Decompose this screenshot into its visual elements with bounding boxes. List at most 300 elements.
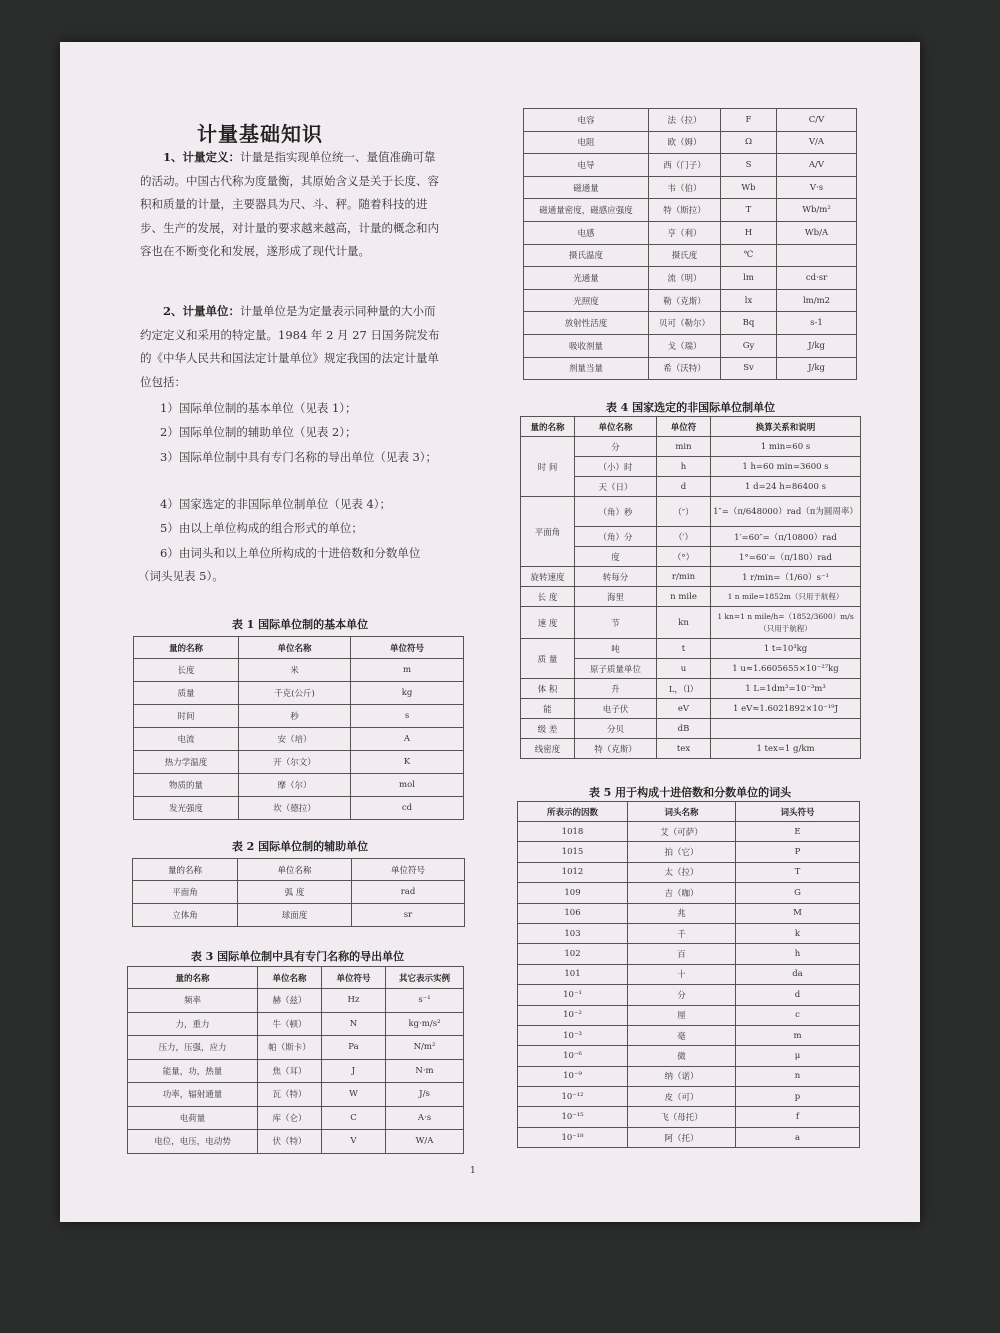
table-cell: d bbox=[736, 985, 860, 1005]
table-cell: 电荷量 bbox=[128, 1106, 258, 1130]
table-row bbox=[134, 728, 464, 751]
column-header: 单位符 bbox=[657, 417, 711, 437]
table-cell: Pa bbox=[322, 1036, 386, 1060]
table-cell: N·m bbox=[386, 1059, 464, 1083]
table-cell: 10⁻¹⁸ bbox=[518, 1127, 628, 1147]
table-row bbox=[521, 699, 861, 719]
table-cell: 旋转速度 bbox=[521, 567, 575, 587]
table-cell: 特（克斯） bbox=[575, 739, 657, 759]
table-cell: 弧 度 bbox=[238, 881, 352, 904]
table-row bbox=[521, 719, 861, 739]
table-cell: A·s bbox=[386, 1106, 464, 1130]
table-cell: 1 d=24 h=86400 s bbox=[711, 477, 861, 497]
table-cell: 摄氏温度 bbox=[524, 244, 649, 267]
table-cell: 10⁻¹ bbox=[518, 985, 628, 1005]
table-row bbox=[518, 1087, 860, 1107]
table-cell: 分 bbox=[628, 985, 736, 1005]
table-cell: Wb/m² bbox=[777, 199, 857, 222]
table-cell: J bbox=[322, 1059, 386, 1083]
table-cell: f bbox=[736, 1107, 860, 1127]
table-cell: 1 min=60 s bbox=[711, 437, 861, 457]
table-cell: 1 eV≈1.6021892×10⁻¹⁹J bbox=[711, 699, 861, 719]
table-row bbox=[134, 751, 464, 774]
table-cell: 伏（特） bbox=[258, 1130, 322, 1154]
table-row bbox=[518, 944, 860, 964]
table-cell: P bbox=[736, 842, 860, 862]
table-cell: 能 bbox=[521, 699, 575, 719]
table-row bbox=[524, 109, 857, 132]
list-item: 4）国家选定的非国际单位制单位（见表 4）； bbox=[160, 497, 392, 511]
table-cell: p bbox=[736, 1087, 860, 1107]
table-cell: 焦（耳） bbox=[258, 1059, 322, 1083]
list-item: 6）由词头和以上单位所构成的十进倍数和分数单位（词头见表 5）。 bbox=[138, 546, 421, 583]
table-row bbox=[518, 1046, 860, 1066]
table-cell: 10⁻⁹ bbox=[518, 1066, 628, 1086]
table-cell: 1 L=1dm³=10⁻³m³ bbox=[711, 679, 861, 699]
table-cell: 级 差 bbox=[521, 719, 575, 739]
table-cell: lx bbox=[721, 289, 777, 312]
table-cell: 转每分 bbox=[575, 567, 657, 587]
table-row bbox=[524, 244, 857, 267]
table-cell: kg·m/s² bbox=[386, 1012, 464, 1036]
table-cell: 1012 bbox=[518, 862, 628, 882]
table-row bbox=[521, 497, 861, 527]
table-cell: ℃ bbox=[721, 244, 777, 267]
table-cell: 106 bbox=[518, 903, 628, 923]
table-row bbox=[518, 1066, 860, 1086]
table-cell: s⁻¹ bbox=[386, 989, 464, 1013]
table-cell: 兆 bbox=[628, 903, 736, 923]
table-cell: 升 bbox=[575, 679, 657, 699]
table-cell: L，（l） bbox=[657, 679, 711, 699]
table-cell: 能量，功，热量 bbox=[128, 1059, 258, 1083]
table-cell: 电阻 bbox=[524, 131, 649, 154]
table-cell: 度 bbox=[575, 547, 657, 567]
column-header: 量的名称 bbox=[521, 417, 575, 437]
table-cell: A bbox=[351, 728, 464, 751]
table3-continued bbox=[523, 108, 857, 380]
table-cell: d bbox=[657, 477, 711, 497]
table-row bbox=[134, 797, 464, 820]
table-cell: H bbox=[721, 221, 777, 244]
column-header: 所表示的因数 bbox=[518, 802, 628, 822]
table-cell: k bbox=[736, 923, 860, 943]
table-cell: 平面角 bbox=[521, 497, 575, 567]
table-row bbox=[134, 705, 464, 728]
table-row bbox=[524, 131, 857, 154]
table-cell: N bbox=[322, 1012, 386, 1036]
table-cell: K bbox=[351, 751, 464, 774]
list-item: 2）国际单位制的辅助单位（见表 2）； bbox=[160, 425, 357, 439]
table-cell: 平面角 bbox=[133, 881, 238, 904]
table-cell: t bbox=[657, 639, 711, 659]
table-cell: A/V bbox=[777, 154, 857, 177]
table-cell: 微 bbox=[628, 1046, 736, 1066]
table-cell: （′） bbox=[657, 527, 711, 547]
table-cell: T bbox=[721, 199, 777, 222]
table5-caption: 表 5 用于构成十进倍数和分数单位的词头 bbox=[588, 786, 792, 799]
table-row bbox=[524, 334, 857, 357]
page-number: 1 bbox=[470, 1166, 476, 1176]
table-row bbox=[518, 903, 860, 923]
table-cell: 10⁻² bbox=[518, 1005, 628, 1025]
table-row bbox=[133, 904, 465, 927]
table-cell: 长度 bbox=[134, 659, 239, 682]
table-cell: 1 u≈1.6605655×10⁻²⁷kg bbox=[711, 659, 861, 679]
table-header-row bbox=[128, 967, 464, 989]
table-cell: 电感 bbox=[524, 221, 649, 244]
column-header: 词头名称 bbox=[628, 802, 736, 822]
paragraph-heading: 1、计量定义： bbox=[163, 150, 241, 164]
table-row bbox=[518, 923, 860, 943]
table-cell: 长 度 bbox=[521, 587, 575, 607]
table-cell: mol bbox=[351, 774, 464, 797]
table-cell: Bq bbox=[721, 312, 777, 335]
paragraph-heading: 2、计量单位： bbox=[163, 304, 241, 318]
table-cell: 帕（斯卡） bbox=[258, 1036, 322, 1060]
table1-base-units bbox=[133, 636, 464, 820]
table-cell: 1″=（π/648000）rad（π为圆周率） bbox=[711, 497, 861, 527]
table-cell: 纳（诺） bbox=[628, 1066, 736, 1086]
table-row bbox=[134, 774, 464, 797]
table5-prefixes bbox=[517, 801, 860, 1148]
table-cell: 光通量 bbox=[524, 267, 649, 290]
column-header: 量的名称 bbox=[133, 859, 238, 881]
table-cell: 牛（顿） bbox=[258, 1012, 322, 1036]
table-cell: 时 间 bbox=[521, 437, 575, 497]
table-cell: cd bbox=[351, 797, 464, 820]
table-cell: 飞（母托） bbox=[628, 1107, 736, 1127]
column-header: 单位名称 bbox=[239, 637, 351, 659]
table-cell: 流（明） bbox=[649, 267, 721, 290]
table-cell: kn bbox=[657, 607, 711, 639]
table-cell: n bbox=[736, 1066, 860, 1086]
table-row bbox=[524, 176, 857, 199]
paragraph-body: 计量是指实现单位统一、量值准确可靠的活动。中国古代称为度量衡，其原始含义是关于长度、容积和质量的计量，主要器具为尺、斗、秤。随着科技的进步、生产的发展，对计量的要求越来越高，计量的概念和内容也在不断变化和发展，遂形成了现代计量。 bbox=[140, 150, 439, 258]
table-header-row bbox=[133, 859, 465, 881]
table-row bbox=[518, 883, 860, 903]
table-cell: 1′=60″=（π/10800）rad bbox=[711, 527, 861, 547]
table-cell: 海里 bbox=[575, 587, 657, 607]
list-item: 5）由以上单位构成的组合形式的单位； bbox=[160, 521, 363, 535]
table-cell: 节 bbox=[575, 607, 657, 639]
table-cell: s-1 bbox=[777, 312, 857, 335]
column-header: 单位符号 bbox=[322, 967, 386, 989]
table-row bbox=[524, 267, 857, 290]
table-cell: 光照度 bbox=[524, 289, 649, 312]
table-cell: 10⁻³ bbox=[518, 1025, 628, 1045]
table-cell: h bbox=[657, 457, 711, 477]
column-header: 单位符号 bbox=[352, 859, 465, 881]
table-cell: h bbox=[736, 944, 860, 964]
table-cell: kg bbox=[351, 682, 464, 705]
table-cell: u bbox=[657, 659, 711, 679]
table-row bbox=[521, 567, 861, 587]
table-cell: 时间 bbox=[134, 705, 239, 728]
table-cell: r/min bbox=[657, 567, 711, 587]
table-cell: 韦（伯） bbox=[649, 176, 721, 199]
table-cell: 速 度 bbox=[521, 607, 575, 639]
table-cell: 法（拉） bbox=[649, 109, 721, 132]
table-cell: 吨 bbox=[575, 639, 657, 659]
table-row bbox=[518, 1107, 860, 1127]
table-cell: 磁通量密度，磁感应强度 bbox=[524, 199, 649, 222]
table-cell: 分贝 bbox=[575, 719, 657, 739]
table-row bbox=[128, 1059, 464, 1083]
table-cell: 1 tex=1 g/km bbox=[711, 739, 861, 759]
table-cell: lm bbox=[721, 267, 777, 290]
table-cell: c bbox=[736, 1005, 860, 1025]
table-cell: 皮（可） bbox=[628, 1087, 736, 1107]
table-cell: n mile bbox=[657, 587, 711, 607]
table-cell: eV bbox=[657, 699, 711, 719]
table-cell: M bbox=[736, 903, 860, 923]
table-cell: V·s bbox=[777, 176, 857, 199]
table-row bbox=[518, 985, 860, 1005]
table3-derived-units bbox=[127, 966, 464, 1154]
table-cell: 10⁻¹² bbox=[518, 1087, 628, 1107]
table4-non-si-units bbox=[520, 416, 861, 759]
table-cell: （角）秒 bbox=[575, 497, 657, 527]
table-cell: S bbox=[721, 154, 777, 177]
table-cell: 坎（德拉） bbox=[239, 797, 351, 820]
table-cell: 电容 bbox=[524, 109, 649, 132]
table-cell: C/V bbox=[777, 109, 857, 132]
table-cell: J/kg bbox=[777, 334, 857, 357]
table-row bbox=[518, 862, 860, 882]
table-cell: N/m² bbox=[386, 1036, 464, 1060]
column-header: 量的名称 bbox=[128, 967, 258, 989]
table-cell: 球面度 bbox=[238, 904, 352, 927]
table-cell: 摩（尔） bbox=[239, 774, 351, 797]
table-cell: （″） bbox=[657, 497, 711, 527]
table-row bbox=[518, 1005, 860, 1025]
table-cell: m bbox=[736, 1025, 860, 1045]
table-cell: （小）时 bbox=[575, 457, 657, 477]
table-cell: 1 r/min=（1/60）s⁻¹ bbox=[711, 567, 861, 587]
table-cell: W/A bbox=[386, 1130, 464, 1154]
table-cell: 1 h=60 min=3600 s bbox=[711, 457, 861, 477]
table-cell: T bbox=[736, 862, 860, 882]
table-cell: 勒（克斯） bbox=[649, 289, 721, 312]
table-cell: 电位，电压，电动势 bbox=[128, 1130, 258, 1154]
document-title: 计量基础知识 bbox=[197, 122, 323, 146]
table-cell: 开（尔文） bbox=[239, 751, 351, 774]
table-row bbox=[521, 587, 861, 607]
table-cell: J/s bbox=[386, 1083, 464, 1107]
table-cell: 线密度 bbox=[521, 739, 575, 759]
column-header: 单位名称 bbox=[575, 417, 657, 437]
table-cell: cd·sr bbox=[777, 267, 857, 290]
table-row bbox=[524, 357, 857, 380]
table-cell: V bbox=[322, 1130, 386, 1154]
column-header: 单位符号 bbox=[351, 637, 464, 659]
table-cell: 摄氏度 bbox=[649, 244, 721, 267]
paper-sheet bbox=[60, 42, 920, 1222]
table-cell: C bbox=[322, 1106, 386, 1130]
table-cell: 库（仑） bbox=[258, 1106, 322, 1130]
table-cell: 分 bbox=[575, 437, 657, 457]
table-row bbox=[518, 822, 860, 842]
table-cell: 赫（兹） bbox=[258, 989, 322, 1013]
table-cell: 希（沃特） bbox=[649, 357, 721, 380]
table-header-row bbox=[134, 637, 464, 659]
table-cell: s bbox=[351, 705, 464, 728]
table-row bbox=[134, 682, 464, 705]
table-cell: Hz bbox=[322, 989, 386, 1013]
table-cell: F bbox=[721, 109, 777, 132]
table-cell: 101 bbox=[518, 964, 628, 984]
table-cell: 艾（可萨） bbox=[628, 822, 736, 842]
table-cell: 贝可（勒尔） bbox=[649, 312, 721, 335]
table-cell: 厘 bbox=[628, 1005, 736, 1025]
table-row bbox=[133, 881, 465, 904]
table3-caption: 表 3 国际单位制中具有专门名称的导出单位 bbox=[190, 950, 405, 963]
list-item: 3）国际单位制中具有专门名称的导出单位（见表 3）； bbox=[160, 450, 438, 464]
paragraph-measurement-unit bbox=[140, 300, 440, 394]
table-cell: 质 量 bbox=[521, 639, 575, 679]
column-header: 单位名称 bbox=[258, 967, 322, 989]
column-header: 量的名称 bbox=[134, 637, 239, 659]
table2-caption: 表 2 国际单位制的辅助单位 bbox=[231, 840, 369, 853]
table-cell: 吉（咖） bbox=[628, 883, 736, 903]
table-cell: min bbox=[657, 437, 711, 457]
table-cell: 千 bbox=[628, 923, 736, 943]
table-cell: 原子质量单位 bbox=[575, 659, 657, 679]
table-cell: 安（培） bbox=[239, 728, 351, 751]
table-cell: 立体角 bbox=[133, 904, 238, 927]
table-row bbox=[518, 1127, 860, 1147]
table-cell: 吸收剂量 bbox=[524, 334, 649, 357]
table2-supplementary-units bbox=[132, 858, 465, 927]
table-cell: dB bbox=[657, 719, 711, 739]
table-cell: 拍（它） bbox=[628, 842, 736, 862]
table-cell: 功率，辐射通量 bbox=[128, 1083, 258, 1107]
table-cell: m bbox=[351, 659, 464, 682]
table-cell: 阿（托） bbox=[628, 1127, 736, 1147]
table-cell: 质量 bbox=[134, 682, 239, 705]
table-row bbox=[128, 1012, 464, 1036]
table-row bbox=[128, 1130, 464, 1154]
table-cell: G bbox=[736, 883, 860, 903]
table-cell: 米 bbox=[239, 659, 351, 682]
table-cell: 毫 bbox=[628, 1025, 736, 1045]
table-cell: da bbox=[736, 964, 860, 984]
table-cell: 1018 bbox=[518, 822, 628, 842]
table-cell: 电导 bbox=[524, 154, 649, 177]
table-row bbox=[518, 1025, 860, 1045]
table1-caption: 表 1 国际单位制的基本单位 bbox=[231, 618, 369, 631]
table-cell: 十 bbox=[628, 964, 736, 984]
table-row bbox=[521, 437, 861, 457]
table-cell: 磁通量 bbox=[524, 176, 649, 199]
table-cell: W bbox=[322, 1083, 386, 1107]
table-cell: 103 bbox=[518, 923, 628, 943]
table-row bbox=[521, 607, 861, 639]
table-row bbox=[524, 312, 857, 335]
table-cell: 戈（瑞） bbox=[649, 334, 721, 357]
table-row bbox=[524, 199, 857, 222]
table-cell: Wb bbox=[721, 176, 777, 199]
table-cell: 剂量当量 bbox=[524, 357, 649, 380]
table-cell: 10⁻¹⁵ bbox=[518, 1107, 628, 1127]
table-cell: tex bbox=[657, 739, 711, 759]
table-cell: E bbox=[736, 822, 860, 842]
table-cell: 体 积 bbox=[521, 679, 575, 699]
table-cell: 1°=60′=（π/180）rad bbox=[711, 547, 861, 567]
table-cell: 1 n mile=1852m（只用于航程） bbox=[711, 587, 861, 607]
table-row bbox=[518, 964, 860, 984]
table-cell: 太（拉） bbox=[628, 862, 736, 882]
table-row bbox=[518, 842, 860, 862]
table-cell: J/kg bbox=[777, 357, 857, 380]
table-cell: 109 bbox=[518, 883, 628, 903]
table-cell: 特（斯拉） bbox=[649, 199, 721, 222]
table-cell: 热力学温度 bbox=[134, 751, 239, 774]
table-row bbox=[521, 639, 861, 659]
column-header: 其它表示实例 bbox=[386, 967, 464, 989]
table-cell: 百 bbox=[628, 944, 736, 964]
table-cell: Wb/A bbox=[777, 221, 857, 244]
table-cell: 千克(公斤) bbox=[239, 682, 351, 705]
table-cell: rad bbox=[352, 881, 465, 904]
column-header: 词头符号 bbox=[736, 802, 860, 822]
table-cell: sr bbox=[352, 904, 465, 927]
table-cell: 102 bbox=[518, 944, 628, 964]
table-cell: μ bbox=[736, 1046, 860, 1066]
table-row bbox=[521, 679, 861, 699]
table-cell: （角）分 bbox=[575, 527, 657, 547]
table-row bbox=[128, 1036, 464, 1060]
table-row bbox=[128, 1083, 464, 1107]
table-cell: （°） bbox=[657, 547, 711, 567]
table-header-row bbox=[521, 417, 861, 437]
table-cell: 1 t=10³kg bbox=[711, 639, 861, 659]
table-cell: 电子伏 bbox=[575, 699, 657, 719]
column-header: 换算关系和说明 bbox=[711, 417, 861, 437]
table-cell: 发光强度 bbox=[134, 797, 239, 820]
table-cell: Ω bbox=[721, 131, 777, 154]
paragraph-measurement-definition bbox=[140, 146, 440, 264]
column-header: 单位名称 bbox=[238, 859, 352, 881]
list-item: 1）国际单位制的基本单位（见表 1）； bbox=[160, 401, 357, 415]
table-cell bbox=[777, 244, 857, 267]
table-cell: 瓦（特） bbox=[258, 1083, 322, 1107]
table-cell: Gy bbox=[721, 334, 777, 357]
table-cell: 亨（利） bbox=[649, 221, 721, 244]
table-cell: Sv bbox=[721, 357, 777, 380]
paragraph-body: 计量单位是为定量表示同种量的大小而约定定义和采用的特定量。1984 年 2 月 27 日国务院发布的《中华人民共和国法定计量单位》规定我国的法定计量单位包括： bbox=[140, 304, 440, 389]
table-cell: a bbox=[736, 1127, 860, 1147]
table4-caption: 表 4 国家选定的非国际单位制单位 bbox=[605, 401, 776, 414]
table-cell: 放射性活度 bbox=[524, 312, 649, 335]
table-cell: 频率 bbox=[128, 989, 258, 1013]
table-cell: 1 kn=1 n mile/h=（1852/3600）m/s（只用于航程） bbox=[711, 607, 861, 639]
table-cell: V/A bbox=[777, 131, 857, 154]
table-row bbox=[521, 739, 861, 759]
table-header-row bbox=[518, 802, 860, 822]
table-cell: 天（日） bbox=[575, 477, 657, 497]
table-row bbox=[524, 154, 857, 177]
table-row bbox=[524, 221, 857, 244]
table-cell: lm/m2 bbox=[777, 289, 857, 312]
table-cell: 10⁻⁶ bbox=[518, 1046, 628, 1066]
table-cell: 物质的量 bbox=[134, 774, 239, 797]
table-cell: 西（门子） bbox=[649, 154, 721, 177]
table-cell: 电流 bbox=[134, 728, 239, 751]
table-cell: 力，重力 bbox=[128, 1012, 258, 1036]
table-cell: 1015 bbox=[518, 842, 628, 862]
